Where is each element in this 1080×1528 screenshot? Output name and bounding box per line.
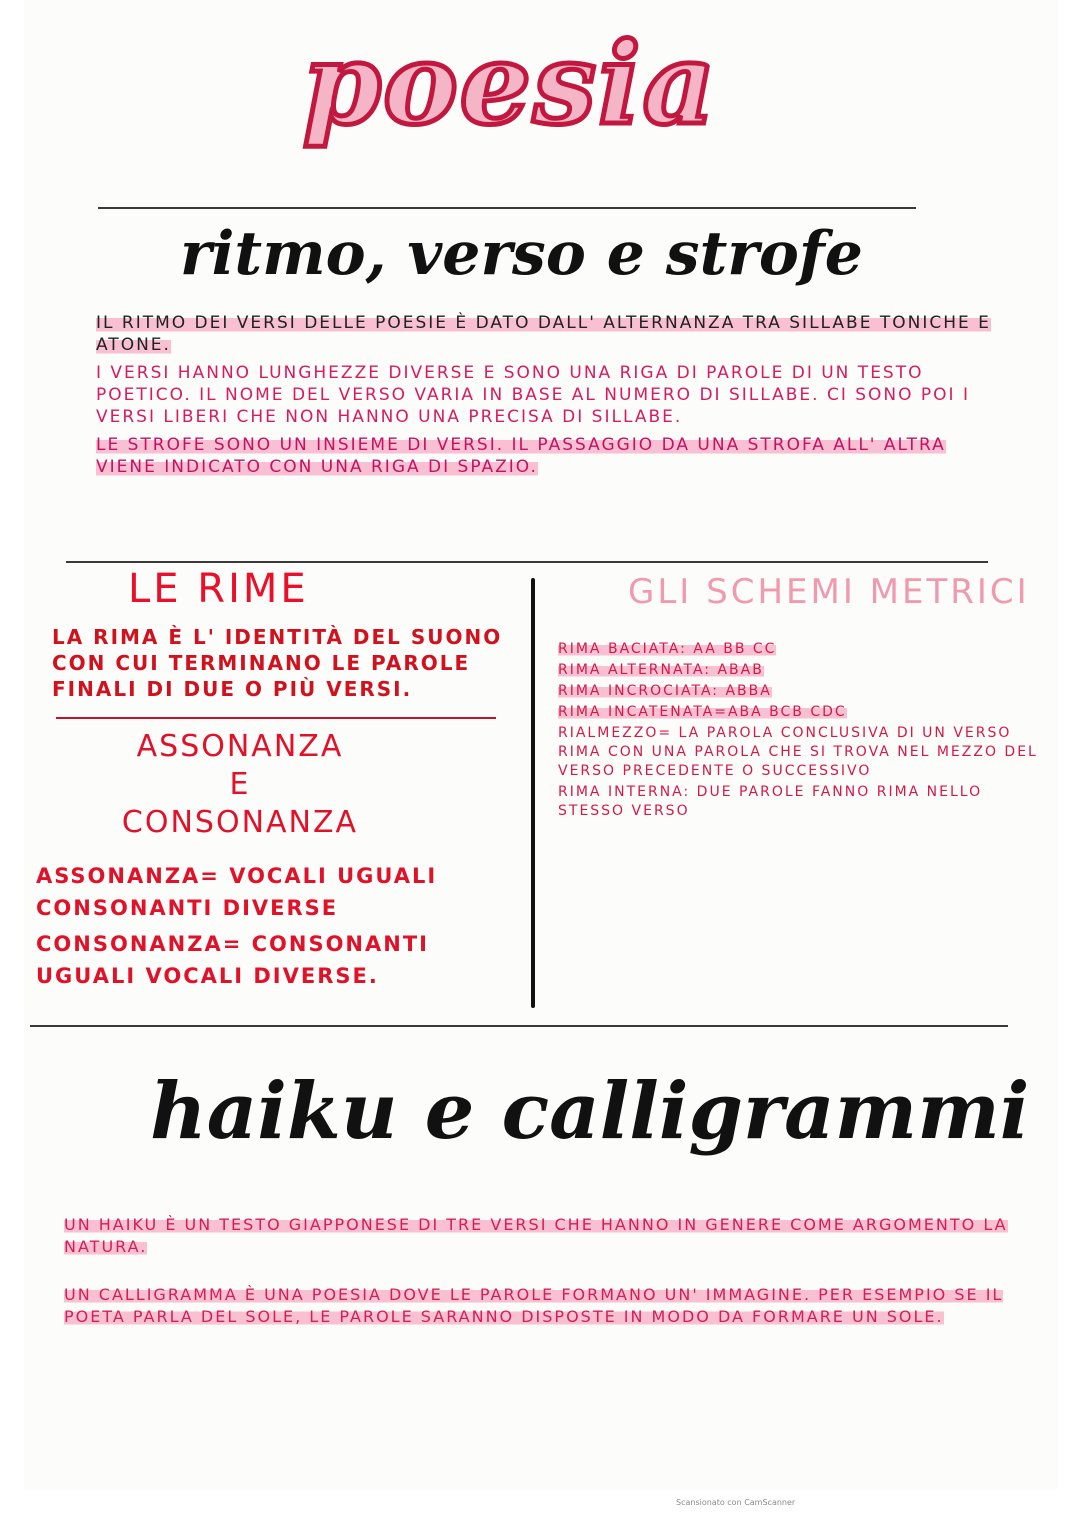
schema-item: RIMA INCROCIATA: ABBA (558, 683, 772, 699)
section-title-ritmo: ritmo, verso e strofe (180, 219, 863, 289)
schema-item: RIMA INTERNA: DUE PAROLE FANNO RIMA NELLO STESSO VERSO (558, 784, 983, 819)
divider (56, 717, 496, 719)
strofe-paragraph: LE STROFE SONO UN INSIEME DI VERSI. IL PASSAGGIO DA UNA STROFA ALL' ALTRA VIENE INDICATO CON UNA RIGA DI SPAZIO. (96, 435, 946, 477)
schema-item: RIALMEZZO= LA PAROLA CONCLUSIVA DI UN VERSO RIMA CON UNA PAROLA CHE SI TROVA NEL MEZZO DEL VERSO PRECEDENTE O SUCCESSIVO (558, 725, 1038, 779)
assonanza-heading: ASSONANZA (136, 729, 344, 764)
assonanza-consonanza-heading (110, 728, 370, 842)
schema-item: RIMA INCATENATA=ABA BCB CDC (558, 704, 847, 720)
consonanza-definition: CONSONANZA= CONSONANTI UGUALI VOCALI DIVERSE. (36, 932, 429, 988)
consonanza-heading: CONSONANZA (121, 805, 359, 840)
rime-definition: LA RIMA È L' IDENTITÀ DEL SUONO CON CUI TERMINANO LE PAROLE FINALI DI DUE O PIÙ VERSI. (52, 625, 503, 701)
section-title-haiku: haiku e calligrammi (150, 1066, 1030, 1157)
schemi-list (558, 640, 1048, 823)
divider (98, 207, 916, 209)
versi-paragraph: I VERSI HANNO LUNGHEZZE DIVERSE E SONO UNA RIGA DI PAROLE DI UN TESTO POETICO. IL NOME DEL VERSO VARIA IN BASE AL NUMERO DI SILLABE. CI SONO POI I VERSI LIBERI CHE NON HANNO UNA PRECISA DI SILLABE. (96, 363, 970, 427)
haiku-paragraph: UN HAIKU È UN TESTO GIAPPONESE DI TRE VERSI CHE HANNO IN GENERE COME ARGOMENTO LA NATURA. (64, 1215, 1008, 1256)
assonanza-definitions (36, 860, 526, 996)
and-label: E (229, 767, 251, 802)
column-divider (531, 578, 535, 1008)
ritmo-paragraph: IL RITMO DEI VERSI DELLE POESIE È DATO DALL' ALTERNANZA TRA SILLABE TONICHE E ATONE. (96, 313, 991, 355)
schemi-title: GLI SCHEMI METRICI (628, 572, 1030, 612)
ritmo-text-block (96, 312, 996, 484)
schema-item: RIMA ALTERNATA: ABAB (558, 662, 764, 678)
assonanza-definition: ASSONANZA= VOCALI UGUALI CONSONANTI DIVERSE (36, 864, 438, 920)
page-title: poesia (302, 19, 718, 150)
scanner-watermark: Scansionato con CamScanner (676, 1498, 796, 1507)
schema-item: RIMA BACIATA: AA BB CC (558, 641, 777, 657)
rime-title: LE RIME (128, 566, 309, 612)
divider (66, 561, 988, 563)
haiku-text-block (64, 1214, 1014, 1354)
divider (30, 1025, 1008, 1027)
calligramma-paragraph: UN CALLIGRAMMA È UNA POESIA DOVE LE PAROLE FORMANO UN' IMMAGINE. PER ESEMPIO SE IL POETA PARLA DEL SOLE, LE PAROLE SARANNO DISPOSTE IN MODO DA FORMARE UN SOLE. (64, 1285, 1004, 1326)
